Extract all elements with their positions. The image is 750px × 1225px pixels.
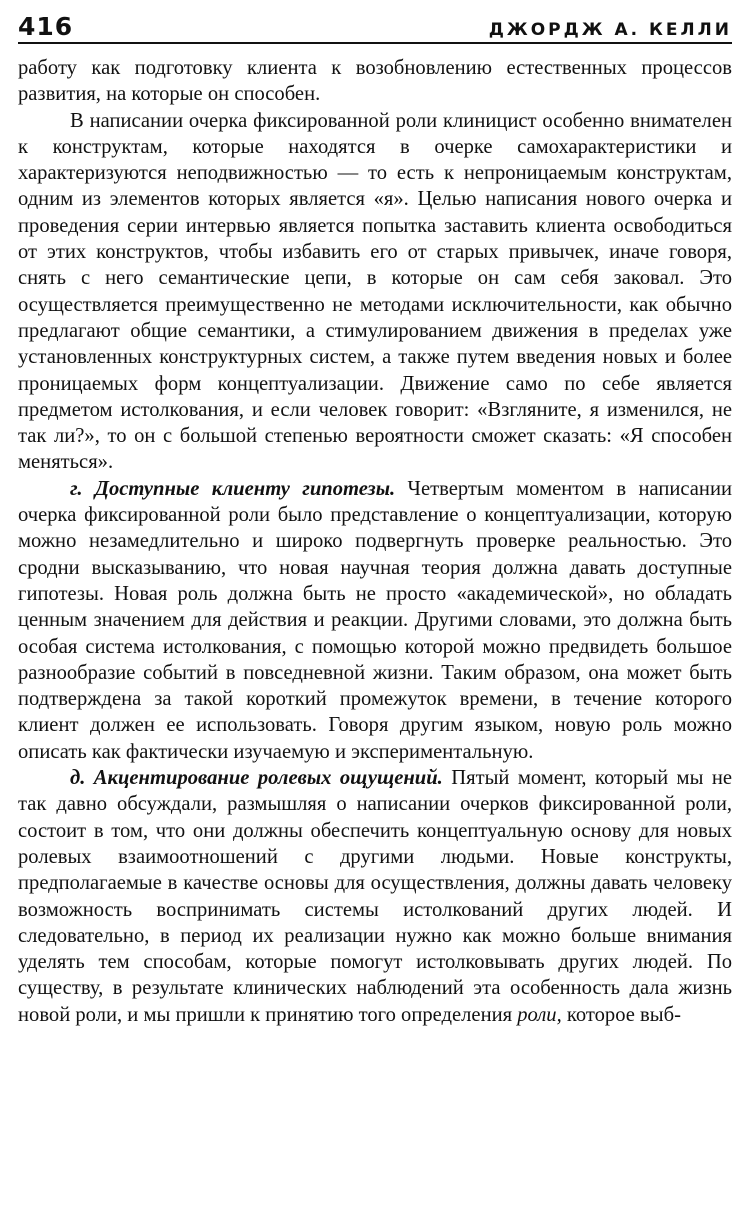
paragraph-accessible-hypotheses [18,476,732,765]
paragraph-fixed-role-sketch [18,108,732,476]
paragraph-role-accent [18,765,732,1028]
section-heading-g: г. Доступные клиенту гипотезы. [70,477,396,500]
book-page [18,12,732,1028]
page-number: 416 [18,12,74,41]
paragraph-text: Четвертым моментом в написании очерка фиксированной роли было представление о концептуализации, которую можно незамедлительно и широко подвергнуть проверке реальностью. Это сродни высказыванию, что новая научная теория должна давать доступные гипотезы. Новая роль должна быть не просто «академической», но обладать ценным значением для действия и реакции. Другими словами, это должна быть особая система истолкования, с помощью которой можно предвидеть большое разнообразие событий в повседневной жизни. Таким образом, она может быть подтверждена за такой короткий промежуток времени, в течение которого клиент должен ее использовать. Говоря другим языком, новую роль можно описать как фактически изучаемую и экспериментальную. [18,477,732,763]
paragraph-text: Пятый момент, который мы не так давно обсуждали, размышляя о написании очерков фиксированной роли, состоит в том, что они должны обеспечить концептуальную основу для новых ролевых взаимоотношений с другими людьми. Новые конструкты, предполагаемые в качестве основы для осуществления, должны давать человеку возможность воспринимать системы истолкований других людей. И следовательно, в период их реализации нужно как можно больше внимания уделять тем способам, которые помогут истолковывать других людей. По существу, в результате клинических наблюдений эта особенность дала жизнь новой роли, и мы пришли к принятию того определения [18,767,732,1026]
paragraph-text: работу как подготовку клиента к возобновлению естественных процессов развития, на которые он способен. [18,57,732,106]
running-head [18,12,732,44]
emphasized-word: роли, [517,1003,562,1026]
section-heading-d: д. Акцентирование ролевых ощущений. [70,767,443,790]
paragraph-continuation [18,55,732,108]
running-title: ДЖОРДЖ А. КЕЛЛИ [488,20,732,40]
paragraph-text: В написании очерка фиксированной роли клиницист особенно внимателен к конструктам, которые находятся в очерке самохарактеристики и характеризуются неподвижностью — то есть к непроницаемым конструктам, одним из элементов которых является «я». Целью написания нового очерка и проведения серии интервью является попытка заставить клиента освободиться от этих конструктов, чтобы избавить его от старых привычек, иначе говоря, снять с него семантические цепи, в которые он сам себя заковал. Это осуществляется преимущественно не методами исключительности, как обычно предлагают общие семантики, а стимулированием движения в пределах уже установленных конструктурных систем, а также путем введения новых и более проницаемых форм концептуализации. Движение само по себе является предметом истолкования, и если человек говорит: «Взгляните, я изменился, не так ли?», то он с большой степенью вероятности сможет сказать: «Я способен меняться». [18,109,732,474]
paragraph-tail: которое выб- [561,1003,681,1026]
body-text [18,55,732,1028]
